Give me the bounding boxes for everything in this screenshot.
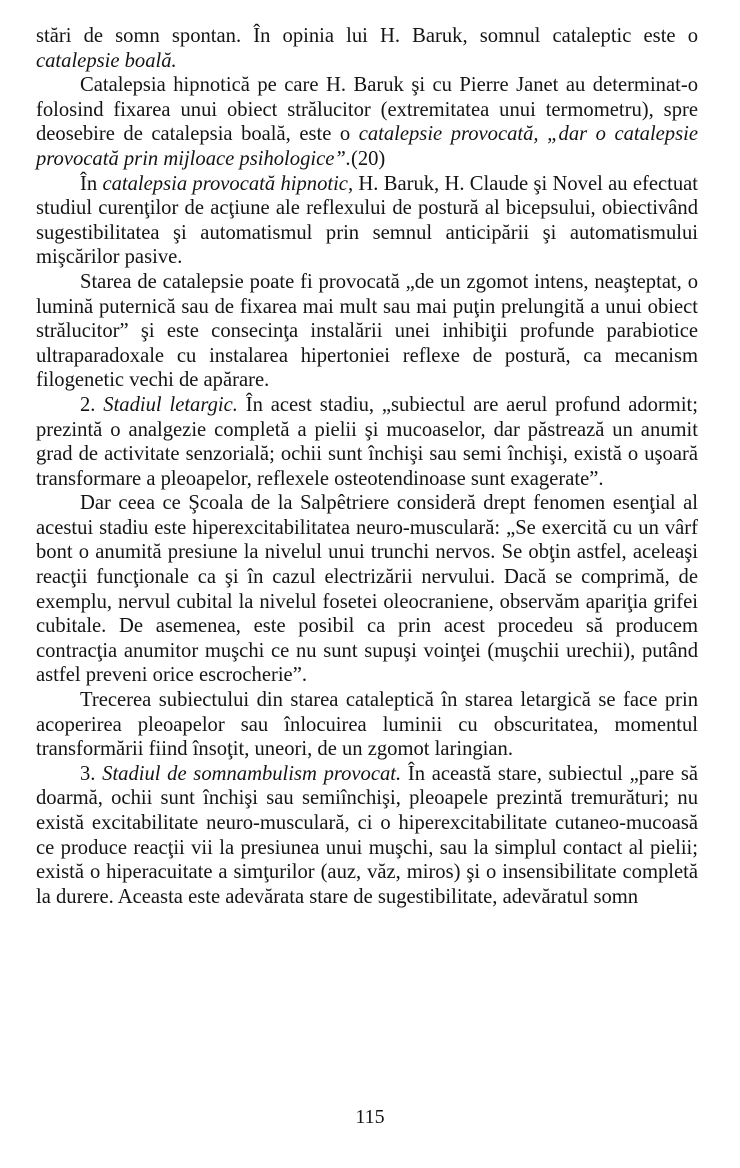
italic-run: catalepsia provocată hipnotic, — [102, 172, 354, 195]
text-run: În — [80, 172, 103, 195]
text-run: stări de somn spontan. În opinia lui H. Baruk, somnul cataleptic este o — [36, 25, 698, 47]
text-run: 2. — [80, 393, 104, 416]
italic-run: catalepsie boală. — [36, 49, 177, 72]
text-run: În acest stadiu, „subiectul are aerul profund adormit; prezintă o analgezie completă a pielii şi mucoaselor, dar păstrează un anumit grad de activitate senzorială; ochii sunt închişi sau semi închişi, există o uşoară transformare a pleoapelor, reflexele osteotendinoase sunt exagerate”. — [36, 393, 698, 490]
paragraph-1 — [36, 24, 698, 73]
text-run: Trecerea subiectului din starea cataleptică în starea letargică se face prin acoperirea pleoapelor sau înlocuirea luminii cu obscuritatea, momentul transformării fiind însoţit, uneori, de un zgomot laringian. — [36, 689, 698, 761]
text-run: Starea de catalepsie poate fi provocată „de un zgomot intens, neaşteptat, o lumină puternică sau de fixarea mai mult sau mai puţin prelungită a unui obiect strălucitor” şi este consecinţa instalării unei inhibiţii profunde parabiotice ultraparadoxale cu instalarea hipertoniei reflexe de postură, ca mecanism filogenetic vechi de apărare. — [36, 270, 698, 392]
paragraph-5 — [36, 393, 698, 491]
text-run: Dar ceea ce Şcoala de la Salpêtriere consideră drept fenomen esenţial al acestui stadiu este hiperexcitabilitatea neuro-musculară: „Se exercită cu un vârf bont o anumită presiune la nivelul unui trunchi nervos. Se obţin astfel, aceleaşi reacţii funcţionale ca şi în cazul electrizării nervului. Dacă se comprimă, de exemplu, nervul cubital la nivelul fosetei oleocraniene, observăm apariţia grifei cubitale. De asemenea, este posibil ca prin acest procedeu să producem contracţia anumitor muşchi ce nu sunt supuşi voinţei (muşchii urechii), putând astfel preveni orice escrocherie”. — [36, 492, 698, 687]
paragraph-3 — [36, 172, 698, 270]
page-number: 115 — [355, 1106, 385, 1128]
body-text — [36, 24, 698, 909]
text-run: H. Baruk, H. Claude şi Novel au efectuat studiul curenţilor de acţiune ale reflexului de postură al bicepsului, obiectivând sugestibilitatea şi automatismul prin semnul anticipării şi automatismului mişcărilor pasive. — [36, 172, 698, 269]
text-run: 3. — [80, 762, 103, 785]
text-run: (20) — [350, 147, 386, 170]
italic-run: catalepsie provocată, „dar o catalepsie provocată prin mijloace psihologice”. — [36, 123, 698, 170]
paragraph-7 — [36, 688, 698, 762]
paragraph-8 — [36, 762, 698, 910]
italic-run: Stadiul letargic. — [103, 393, 238, 416]
text-run: Catalepsia hipnotică pe care H. Baruk şi cu Pierre Janet au determinat-o folosind fixarea unui obiect strălucitor (extremitatea unui termometru), spre deosebire de catalepsia boală, este o — [36, 74, 698, 146]
paragraph-6 — [36, 491, 698, 688]
italic-run: Stadiul de somnambulism provocat. — [102, 762, 402, 785]
text-run: În această stare, subiectul „pare să doarmă, ochii sunt închişi sau semiînchişi, pleoapele prezintă tremurături; nu există excitabilitate neuro-musculară, ci o hiperexcitabilitate cutaneo-mucoasă ce produce reacţii vii la presiunea unui muşchi, sau la simplul contact al pielii; există o hiperacuitate a simţurilor (auz, văz, miros) şi o insensibilitate completă la durere. Aceasta este adevărata stare de sugestibilitate, adevăratul somn — [36, 762, 699, 908]
paragraph-2 — [36, 73, 698, 171]
paragraph-4 — [36, 270, 698, 393]
